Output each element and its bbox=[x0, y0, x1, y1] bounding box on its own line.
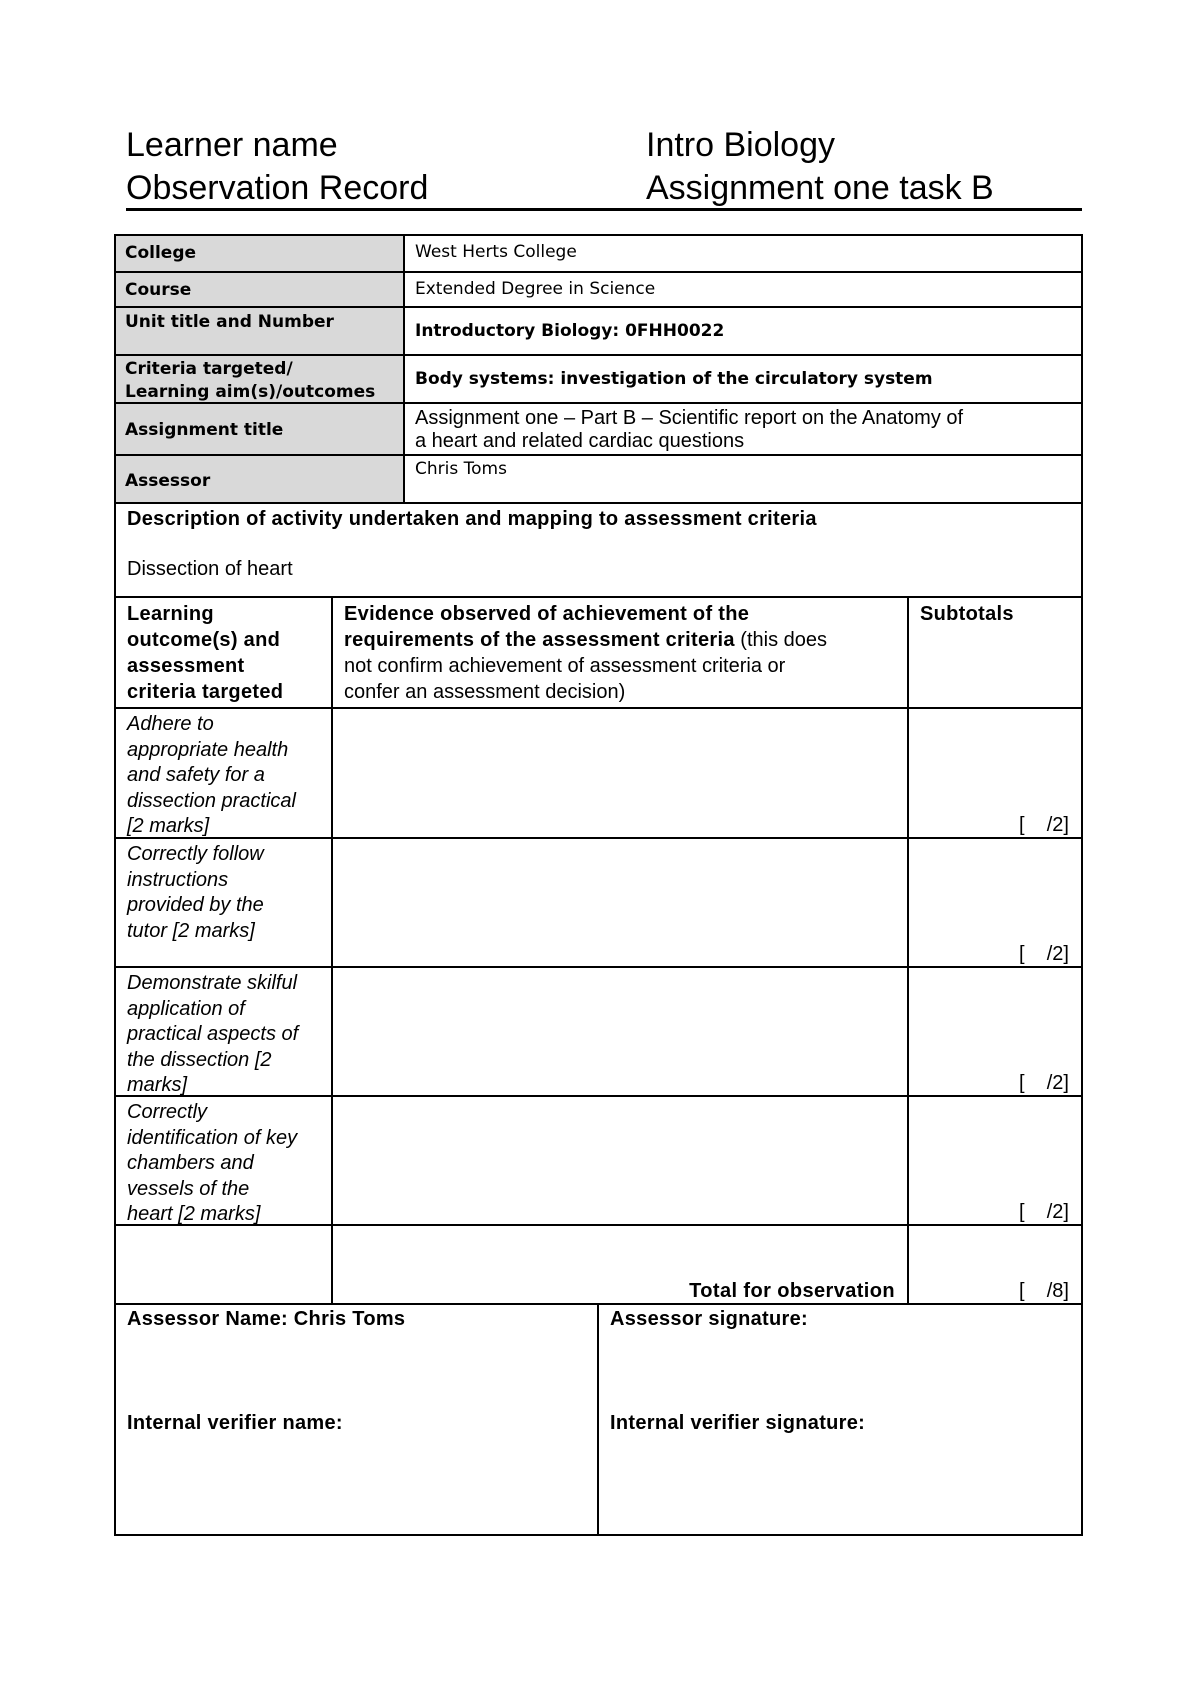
criteria-targeted-label bbox=[114, 354, 405, 404]
header-right bbox=[646, 124, 994, 210]
criterion-description bbox=[114, 707, 333, 839]
criterion-line: identification of key bbox=[127, 1126, 298, 1149]
learning-outcomes-header-line: Learning bbox=[127, 603, 214, 625]
internal-verifier-signature-label: Internal verifier signature: bbox=[610, 1412, 866, 1434]
criterion-line: instructions bbox=[127, 868, 229, 891]
learning-outcomes-header bbox=[114, 596, 333, 709]
subtotal-cell[interactable] bbox=[907, 837, 1083, 968]
evidence-cell[interactable] bbox=[331, 837, 909, 968]
unit-label: Unit title and Number bbox=[114, 306, 405, 356]
total-marks-cell[interactable] bbox=[907, 1224, 1083, 1305]
evidence-header bbox=[331, 596, 909, 709]
evidence-cell[interactable] bbox=[331, 1095, 909, 1226]
evidence-header-line: not confirm achievement of assessment criteria or bbox=[344, 655, 786, 677]
criterion-line: and safety for a bbox=[127, 764, 265, 786]
criterion-line: Correctly follow bbox=[127, 843, 264, 865]
signature-box[interactable] bbox=[597, 1303, 1083, 1536]
criterion-description bbox=[114, 1095, 333, 1226]
assignment-title-line-1: Assignment one – Part B – Scientific report on the Anatomy of bbox=[415, 407, 964, 429]
criterion-description bbox=[114, 837, 333, 968]
criterion-line: Correctly bbox=[127, 1101, 208, 1123]
criteria-label-line-1: Criteria targeted/ bbox=[125, 359, 293, 379]
total-row-blank-cell bbox=[114, 1224, 333, 1305]
evidence-cell[interactable] bbox=[331, 966, 909, 1097]
subtotal-cell[interactable] bbox=[907, 966, 1083, 1097]
criterion-line: practical aspects of bbox=[127, 1023, 299, 1045]
criterion-line: [2 marks] bbox=[127, 815, 210, 837]
criterion-line: Adhere to bbox=[127, 713, 214, 735]
assessor-name-box bbox=[114, 1303, 599, 1536]
total-label: Total for observation bbox=[689, 1280, 895, 1302]
college-label: College bbox=[114, 234, 405, 273]
evidence-cell[interactable] bbox=[331, 707, 909, 839]
criterion-line: chambers and bbox=[127, 1152, 254, 1174]
subtotal-marks: [ /2] bbox=[1018, 943, 1069, 965]
learning-outcomes-header-line: outcome(s) and bbox=[127, 629, 281, 651]
assessor-value: Chris Toms bbox=[403, 454, 1083, 504]
course-value: Extended Degree in Science bbox=[403, 271, 1083, 308]
criterion-line: appropriate health bbox=[127, 738, 289, 761]
criteria-label-line-2: Learning aim(s)/outcomes bbox=[125, 382, 376, 402]
evidence-header-line bbox=[344, 627, 896, 653]
total-marks: [ /8] bbox=[1018, 1280, 1069, 1302]
assignment-title-value bbox=[403, 402, 1083, 456]
criterion-description bbox=[114, 966, 333, 1097]
activity-heading: Description of activity undertaken and mapping to assessment criteria bbox=[127, 508, 817, 530]
criterion-line: heart [2 marks] bbox=[127, 1203, 261, 1225]
subtotal-cell[interactable] bbox=[907, 707, 1083, 839]
course-label: Course bbox=[114, 271, 405, 308]
activity-description: Dissection of heart bbox=[127, 558, 293, 580]
assessor-name: Assessor Name: Chris Toms bbox=[127, 1308, 406, 1330]
criterion-line: tutor [2 marks] bbox=[127, 919, 255, 942]
subtotal-marks: [ /2] bbox=[1018, 814, 1069, 836]
learning-outcomes-header-line: criteria targeted bbox=[127, 681, 284, 703]
evidence-header-line: Evidence observed of achievement of the bbox=[344, 603, 750, 625]
header-left bbox=[126, 124, 428, 210]
college-value: West Herts College bbox=[403, 234, 1083, 273]
criterion-line: provided by the bbox=[127, 894, 264, 916]
subtotal-cell[interactable] bbox=[907, 1095, 1083, 1226]
learner-name: Learner name bbox=[126, 126, 338, 164]
criteria-targeted-value: Body systems: investigation of the circulatory system bbox=[403, 354, 1083, 404]
document-header bbox=[126, 124, 1082, 211]
learning-outcomes-header-line: assessment bbox=[127, 655, 245, 677]
criterion-line: the dissection [2 bbox=[127, 1048, 272, 1071]
evidence-header-normal-text: (this does bbox=[734, 629, 828, 651]
evidence-header-line: confer an assessment decision) bbox=[344, 681, 626, 703]
assignment-title-label: Assignment title bbox=[114, 402, 405, 456]
subtotal-marks: [ /2] bbox=[1018, 1201, 1069, 1223]
assignment-title-heading: Assignment one task B bbox=[646, 169, 994, 207]
criterion-line: dissection practical bbox=[127, 789, 296, 812]
assignment-title-line-2: a heart and related cardiac questions bbox=[415, 430, 745, 452]
assessor-label: Assessor bbox=[114, 454, 405, 504]
assessor-signature-label: Assessor signature: bbox=[610, 1308, 808, 1330]
record-title: Observation Record bbox=[126, 169, 429, 207]
activity-section bbox=[114, 502, 1083, 598]
subtotals-header: Subtotals bbox=[907, 596, 1083, 709]
criterion-line: vessels of the bbox=[127, 1177, 250, 1200]
total-label-cell bbox=[331, 1224, 909, 1305]
subject-title: Intro Biology bbox=[646, 126, 835, 164]
criterion-line: marks] bbox=[127, 1074, 187, 1096]
criterion-line: Demonstrate skilful bbox=[127, 972, 298, 994]
unit-value: Introductory Biology: 0FHH0022 bbox=[403, 306, 1083, 356]
internal-verifier-name-label: Internal verifier name: bbox=[127, 1412, 343, 1434]
evidence-header-bold-text: requirements of the assessment criteria bbox=[344, 629, 735, 651]
subtotal-marks: [ /2] bbox=[1018, 1072, 1069, 1094]
criterion-line: application of bbox=[127, 997, 245, 1020]
